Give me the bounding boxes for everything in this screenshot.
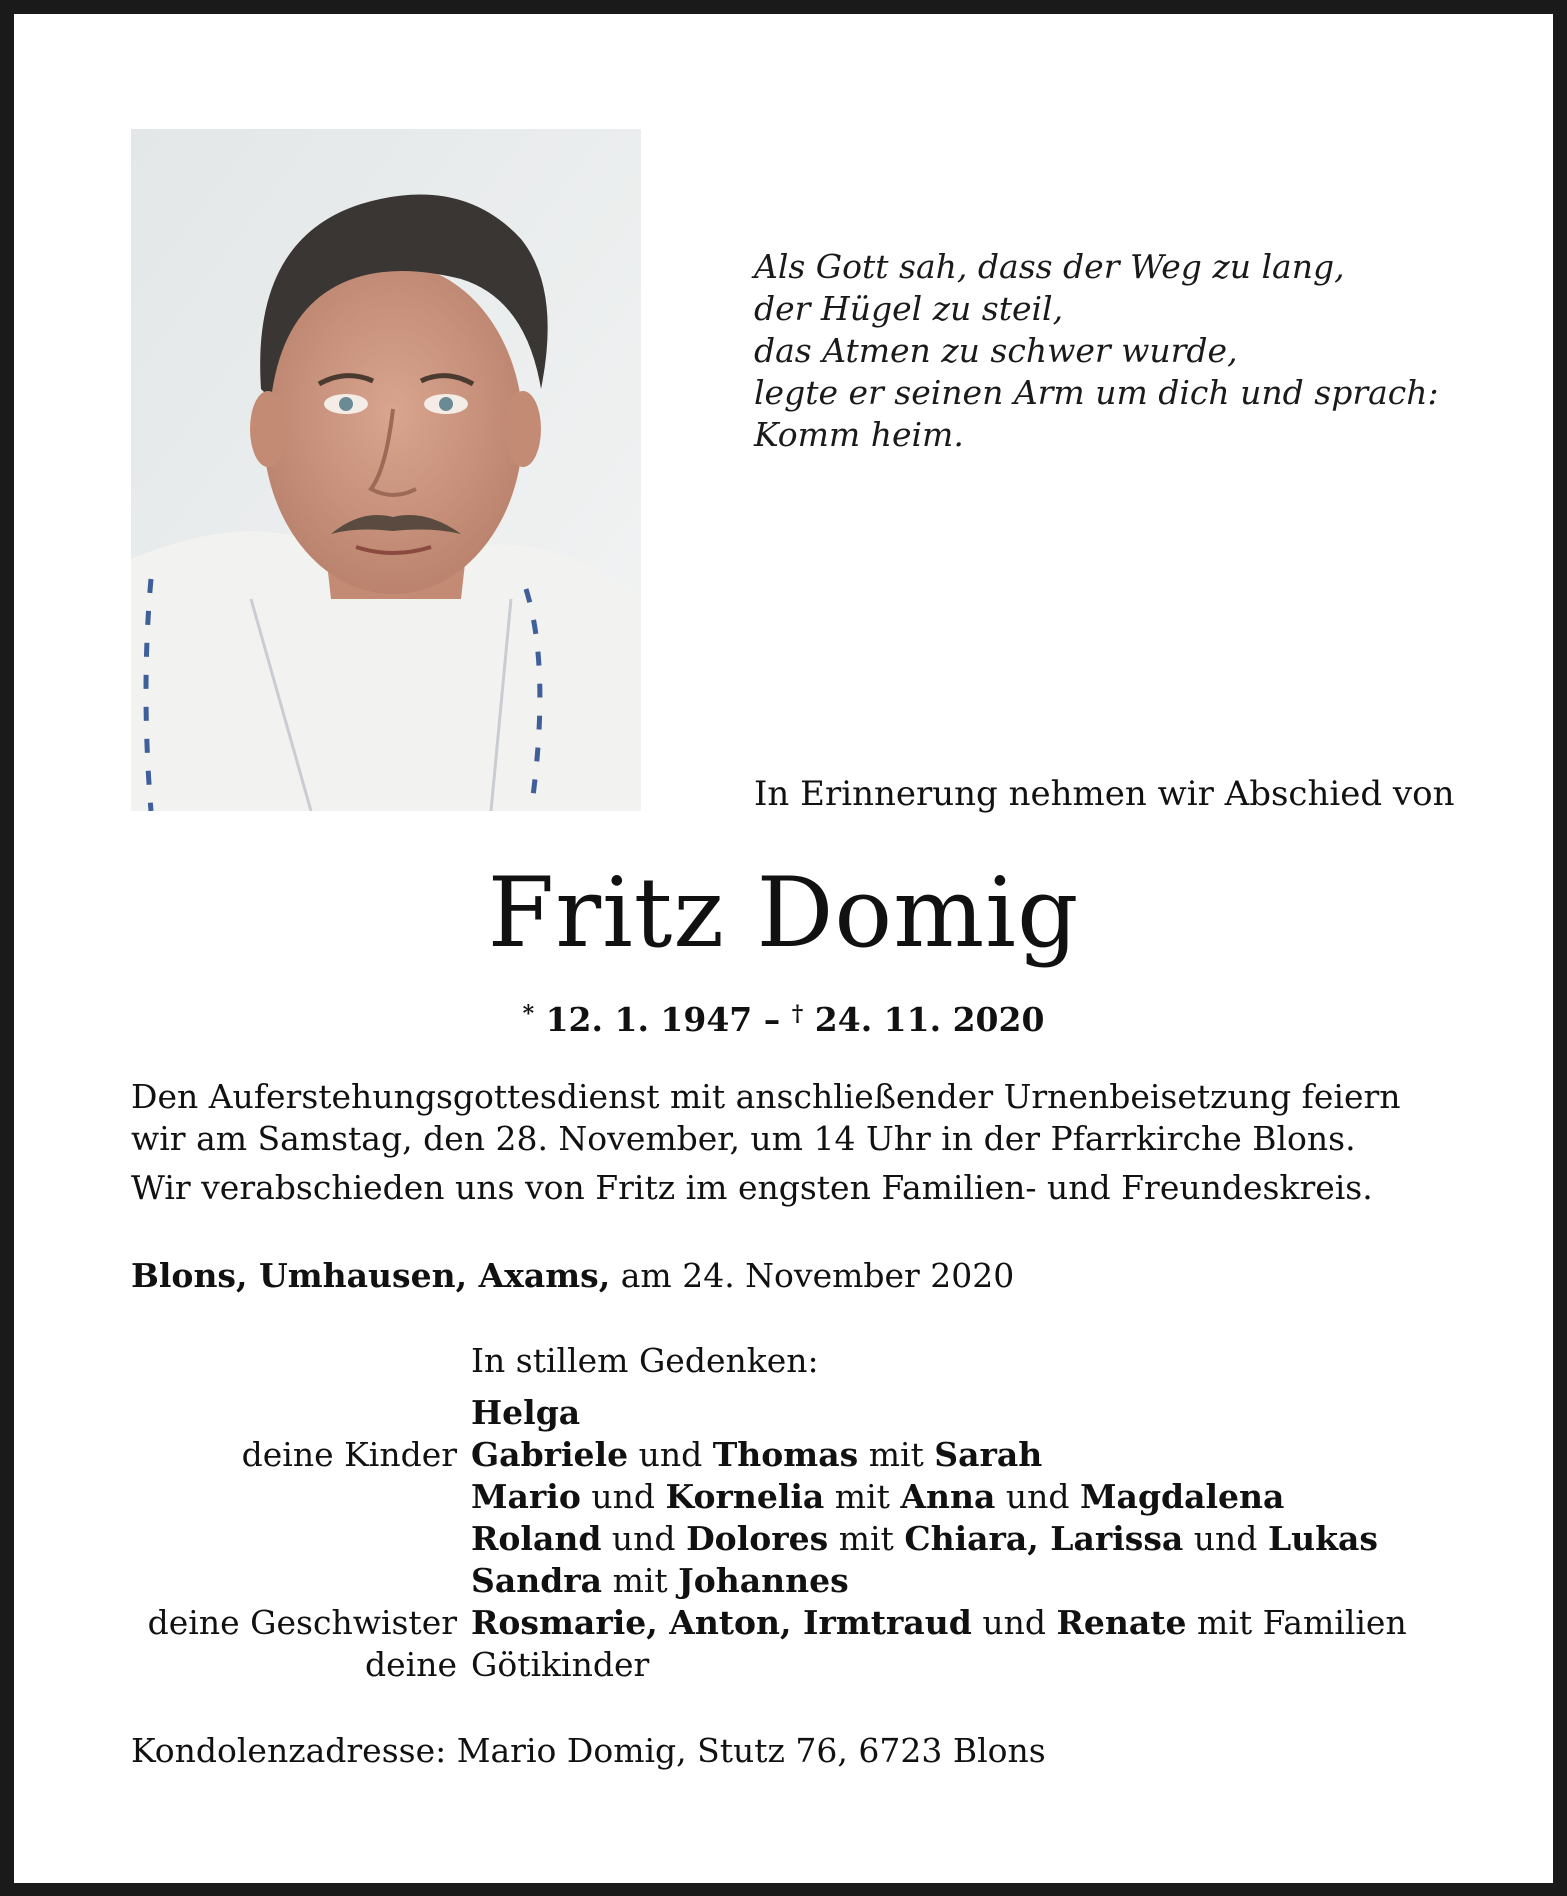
intro-text: In Erinnerung nehmen wir Abschied von xyxy=(754,774,1455,814)
poem-line: Komm heim. xyxy=(754,415,964,454)
birth-symbol: * xyxy=(522,1001,535,1027)
mourner-row xyxy=(0,1392,1567,1434)
deceased-name: Fritz Domig xyxy=(487,857,1080,969)
connector: mit xyxy=(612,1561,668,1600)
mourner-name: Chiara, Larissa xyxy=(904,1519,1184,1558)
mourner-row xyxy=(0,1518,1567,1560)
gedenken-heading: In stillem Gedenken: xyxy=(471,1341,819,1380)
mourners-list xyxy=(0,1392,1567,1686)
service-paragraph: Den Auferstehungsgottesdienst mit anschließender Urnenbeisetzung feiern wir am Samstag, den 28. November, um 14 Uhr in der Pfarrkirche Blons. xyxy=(131,1077,1401,1158)
date-separator: – xyxy=(752,1000,792,1039)
mourner-name: Kornelia xyxy=(665,1477,825,1516)
mourner-name: Gabriele xyxy=(471,1435,629,1474)
mourner-name: Sarah xyxy=(934,1435,1043,1474)
place-date xyxy=(131,1255,1014,1297)
service-info xyxy=(131,1076,1451,1209)
condolence-address: Kondolenzadresse: Mario Domig, Stutz 76, 6723 Blons xyxy=(131,1731,1046,1770)
mourner-name: Johannes xyxy=(678,1561,849,1600)
notice-date: am 24. November 2020 xyxy=(620,1256,1015,1295)
connector: und xyxy=(1193,1519,1258,1558)
role-label: deine Geschwister xyxy=(147,1603,457,1642)
mourner-row xyxy=(0,1560,1567,1602)
role-label: deine Kinder xyxy=(241,1435,457,1474)
mourner-name: Mario xyxy=(471,1477,581,1516)
portrait-photo xyxy=(131,129,641,811)
mourner-name: Dolores xyxy=(686,1519,829,1558)
connector: und xyxy=(591,1477,655,1516)
mourner-row xyxy=(0,1644,1567,1686)
poem-line: Als Gott sah, dass der Weg zu lang, xyxy=(754,247,1345,286)
mourner-name: Thomas xyxy=(712,1435,859,1474)
mourner-name: Lukas xyxy=(1267,1519,1378,1558)
mourner-name: Anna xyxy=(900,1477,996,1516)
mourner-row xyxy=(0,1434,1567,1476)
poem-line: legte er seinen Arm um dich und sprach: xyxy=(754,373,1439,412)
connector: mit Familien xyxy=(1197,1603,1407,1642)
mourner-row xyxy=(0,1602,1567,1644)
farewell-paragraph: Wir verabschieden uns von Fritz im engsten Familien- und Freundeskreis. xyxy=(131,1168,1373,1207)
connector: und xyxy=(611,1519,676,1558)
mourner-name: Roland xyxy=(471,1519,602,1558)
places: Blons, Umhausen, Axams, xyxy=(131,1256,611,1295)
mourner-name: Sandra xyxy=(471,1561,603,1600)
poem-line: das Atmen zu schwer wurde, xyxy=(754,331,1238,370)
connector: und xyxy=(638,1435,703,1474)
death-symbol: † xyxy=(791,1001,804,1027)
connector: mit xyxy=(838,1519,894,1558)
mourner-name: Helga xyxy=(471,1393,581,1432)
role-label: deine xyxy=(365,1645,457,1684)
mourner-name: Renate xyxy=(1056,1603,1187,1642)
birth-date: 12. 1. 1947 xyxy=(545,1000,753,1039)
connector: mit xyxy=(834,1477,890,1516)
mourner-name: Rosmarie, Anton, Irmtraud xyxy=(471,1603,972,1642)
poem-line: der Hügel zu steil, xyxy=(754,289,1064,328)
connector: und xyxy=(982,1603,1046,1642)
connector: und xyxy=(1005,1477,1070,1516)
life-dates xyxy=(0,993,1567,1041)
poem xyxy=(754,246,1454,456)
mourner-row xyxy=(0,1476,1567,1518)
mourner-name: Magdalena xyxy=(1080,1477,1285,1516)
mourner-group: Götikinder xyxy=(471,1645,650,1684)
death-date: 24. 11. 2020 xyxy=(814,1000,1045,1039)
connector: mit xyxy=(868,1435,924,1474)
